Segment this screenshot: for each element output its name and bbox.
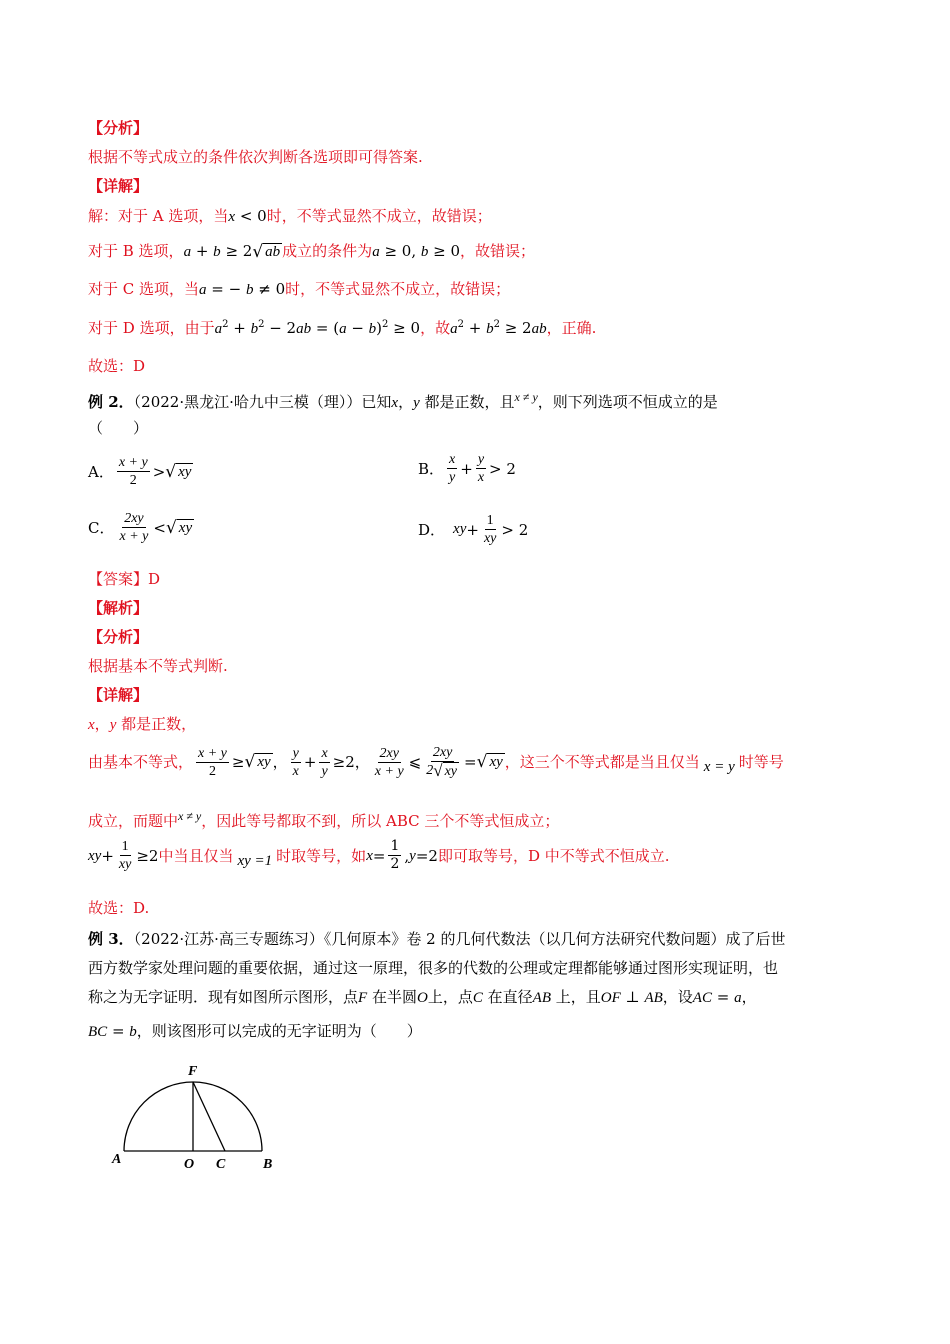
label-c: C	[216, 1157, 226, 1172]
example-3-line-4: BC = b，则该图形可以完成的无字证明为（ ）	[88, 1022, 422, 1040]
analysis-heading: 【分析】	[88, 119, 149, 137]
label-f: F	[188, 1064, 198, 1079]
detail-line-d: 对于 D 选项，由于$a^2 + b^2 - 2ab = (a - b)^2 \ge 0$，故$a^2 + b^2 \ge 2ab$，正确.	[88, 319, 597, 337]
analysis-text-2: 根据基本不等式判断.	[88, 657, 228, 675]
explain-heading-2: 【解析】	[88, 599, 149, 617]
detail-line-c: 对于 C 选项，当a = − b ≠ 0时，不等式显然不成立，故错误；	[88, 280, 511, 298]
detail-option-d: xy + $\frac{1}{xy}$ ≥2 中当且仅当 xy =1 时取等号，如 x = $\frac{1}{2}$ , y =2 即可取等号，D 中不等式不恒成立.	[88, 838, 670, 872]
detail-heading: 【详解】	[88, 177, 149, 195]
segment-fc	[193, 1082, 225, 1151]
answer-2: 【答案】D	[88, 570, 161, 588]
label-o: O	[184, 1157, 195, 1172]
example-3-line-2: 西方数学家处理问题的重要依据，通过这一原理，很多的代数的公理或定理都能够通过图形实现证明，也	[88, 959, 779, 977]
example-2-paren: （ ）	[88, 419, 149, 437]
label-b: B	[263, 1157, 273, 1172]
example-2-stem: 例 2．（2022·黑龙江·哈九中三模（理））已知x，y 都是正数，且$^{x \ne y}$，则下列选项不恒成立的是	[88, 390, 718, 411]
option-a[interactable]: A． $\frac{x + y}{2}$ > √ xy	[88, 455, 192, 488]
semicircle-figure	[100, 1055, 300, 1180]
option-b[interactable]: B． $\frac{x}{y}$ + $\frac{y}{x}$ > 2	[418, 452, 516, 485]
option-c[interactable]: C． $\frac{2xy}{x + y}$ < √ xy	[88, 511, 193, 544]
detail-heading-2: 【详解】	[88, 686, 149, 704]
option-d[interactable]: D． xy + $\frac{1}{xy}$ > 2	[418, 513, 529, 546]
example-3-line-3: 称之为无字证明．现有如图所示图形，点F 在半圆O上，点C 在直径AB 上，且OF ⊥ AB，设AC = a，	[88, 988, 757, 1006]
analysis-text: 根据不等式成立的条件依次判断各选项即可得答案.	[88, 148, 423, 166]
example-3-line-1: 例 3．（2022·江苏·高三专题练习）《几何原本》卷 2 的几何代数法（以几何方法研究代数问题）成了后世	[88, 930, 786, 948]
detail-line-b: 对于 B 选项，a + b ≥ 2 √ ab 成立的条件为a ≥ 0, b ≥ 0，故错误；	[88, 242, 536, 262]
label-a: A	[112, 1152, 122, 1167]
choice-1: 故选：D	[88, 357, 146, 375]
detail-basic-ineq-2: 成立，而题中$^{x \ne y}$，因此等号都取不到，所以 ABC 三个不等式恒成立；	[88, 809, 560, 830]
analysis-heading-2: 【分析】	[88, 628, 149, 646]
detail-line-a: 解：对于 A 选项，当x < 0时，不等式显然不成立，故错误；	[88, 207, 492, 225]
choice-2: 故选：D.	[88, 899, 150, 917]
detail-positive: x，y 都是正数，	[88, 715, 197, 733]
detail-basic-ineq: 由基本不等式， $\frac{x + y}{2}$ ≥ √ xy ， $\frac{y}{x}$ + $\frac{x}{y}$ ≥2， $\frac{2xy}{x + y}$ ⩽ 2xy 2 √ xy = √ xy ，这三个不等式都是当且仅当 x = y 时等号	[88, 745, 784, 780]
